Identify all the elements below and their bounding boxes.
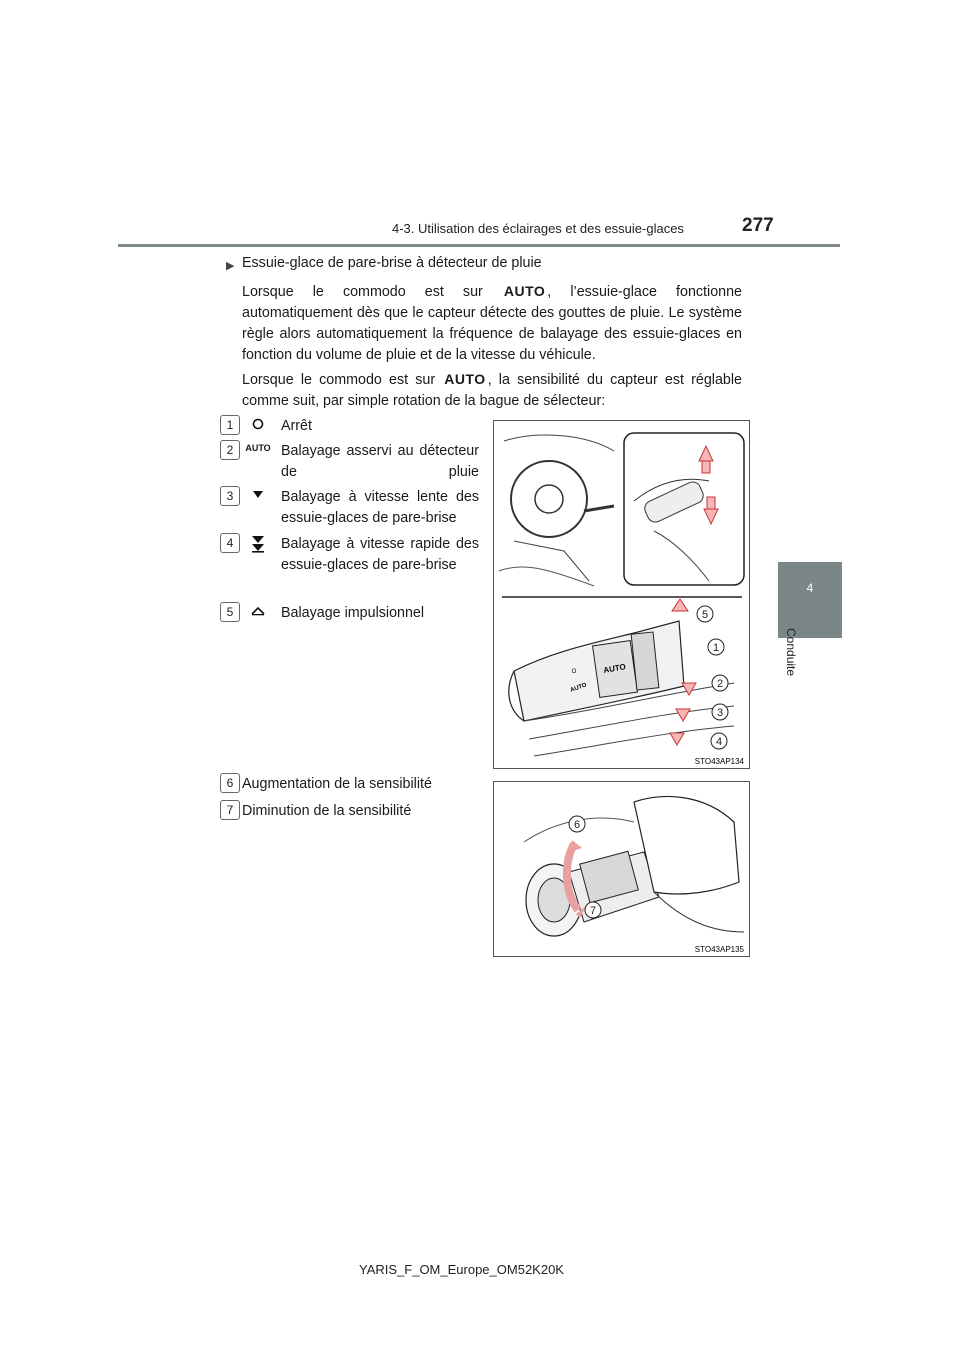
item-text: Balayage impulsionnel bbox=[281, 605, 425, 621]
item-number: 4 bbox=[220, 533, 240, 553]
callout-label: 2 bbox=[716, 678, 724, 690]
double-chevron-down-icon bbox=[242, 535, 274, 556]
ring-auto-mark: AUTO bbox=[569, 682, 588, 694]
single-chevron-down-icon bbox=[242, 490, 274, 502]
paragraph-2-before: Lorsque le commodo est sur bbox=[242, 372, 443, 388]
figure-sensitivity-ring bbox=[493, 781, 750, 957]
ring-off-mark: O bbox=[571, 669, 577, 675]
off-circle-icon bbox=[242, 418, 274, 433]
callout-label: 4 bbox=[715, 736, 723, 748]
paragraph-1-after: , l’essuie-glace fonctionne automatiquement dès que le capteur détecte des gouttes de pluie. Le système règle alors automatiquement la fréquence de balayage des essuie-glaces en fonction du volume de pluie et de la vitesse du véhicule. bbox=[242, 284, 743, 363]
item-text: Augmentation de la sensibilité bbox=[242, 776, 432, 792]
paragraph-2 bbox=[242, 369, 742, 412]
sensitivity-ring-illustration bbox=[494, 782, 749, 956]
paragraph-1-before: Lorsque le commodo est sur bbox=[242, 284, 502, 300]
callout-label: 5 bbox=[701, 609, 709, 621]
page-number: 277 bbox=[742, 215, 774, 236]
section-title: 4-3. Utilisation des éclairages et des essuie-glaces bbox=[392, 221, 684, 236]
item-text: Balayage à vitesse rapide des essuie-glaces de pare-brise bbox=[281, 536, 479, 573]
chapter-number: 4 bbox=[806, 581, 814, 595]
figure-wiper-stalk bbox=[493, 420, 750, 769]
item-number: 2 bbox=[220, 440, 240, 460]
item-text-content: Balayage asservi au détecteur de pluie bbox=[281, 443, 479, 480]
item-number: 5 bbox=[220, 602, 240, 622]
callout-label: 1 bbox=[712, 642, 720, 654]
callout-label: 3 bbox=[716, 707, 724, 719]
paragraph-1 bbox=[242, 281, 742, 366]
figure-code: STO43AP134 bbox=[694, 757, 744, 766]
auto-symbol: AUTO bbox=[245, 443, 271, 453]
chapter-tab bbox=[778, 562, 842, 638]
wiper-stalk-illustration bbox=[494, 421, 749, 768]
item-text: Balayage à vitesse lente des essuie-glaces de pare-brise bbox=[281, 489, 479, 526]
item-number: 1 bbox=[220, 415, 240, 435]
paragraph-2-after: , la sensibilité du capteur est réglable comme suit, par simple rotation de la bague de sélecteur: bbox=[242, 372, 743, 409]
figure-code: STO43AP135 bbox=[694, 945, 744, 954]
bullet-icon: ▶ bbox=[226, 260, 235, 272]
chapter-label: Conduite bbox=[784, 628, 798, 677]
item-text: Diminution de la sensibilité bbox=[242, 803, 412, 819]
header-rule bbox=[118, 244, 840, 247]
auto-symbol: AUTO bbox=[503, 283, 546, 299]
item-number: 6 bbox=[220, 773, 240, 793]
item-text: Arrêt bbox=[281, 418, 312, 434]
auto-symbol: AUTO bbox=[444, 371, 486, 387]
item-number: 3 bbox=[220, 486, 240, 506]
callout-label: 7 bbox=[589, 905, 597, 917]
section-heading: Essuie-glace de pare-brise à détecteur de pluie bbox=[242, 255, 542, 271]
callout-label: 6 bbox=[573, 819, 581, 831]
item-text bbox=[281, 441, 479, 483]
item-number: 7 bbox=[220, 800, 240, 820]
chevron-up-icon bbox=[242, 606, 274, 619]
footer-doc-id: YARIS_F_OM_Europe_OM52K20K bbox=[359, 1262, 564, 1277]
stalk-auto-label: AUTO bbox=[602, 662, 627, 675]
